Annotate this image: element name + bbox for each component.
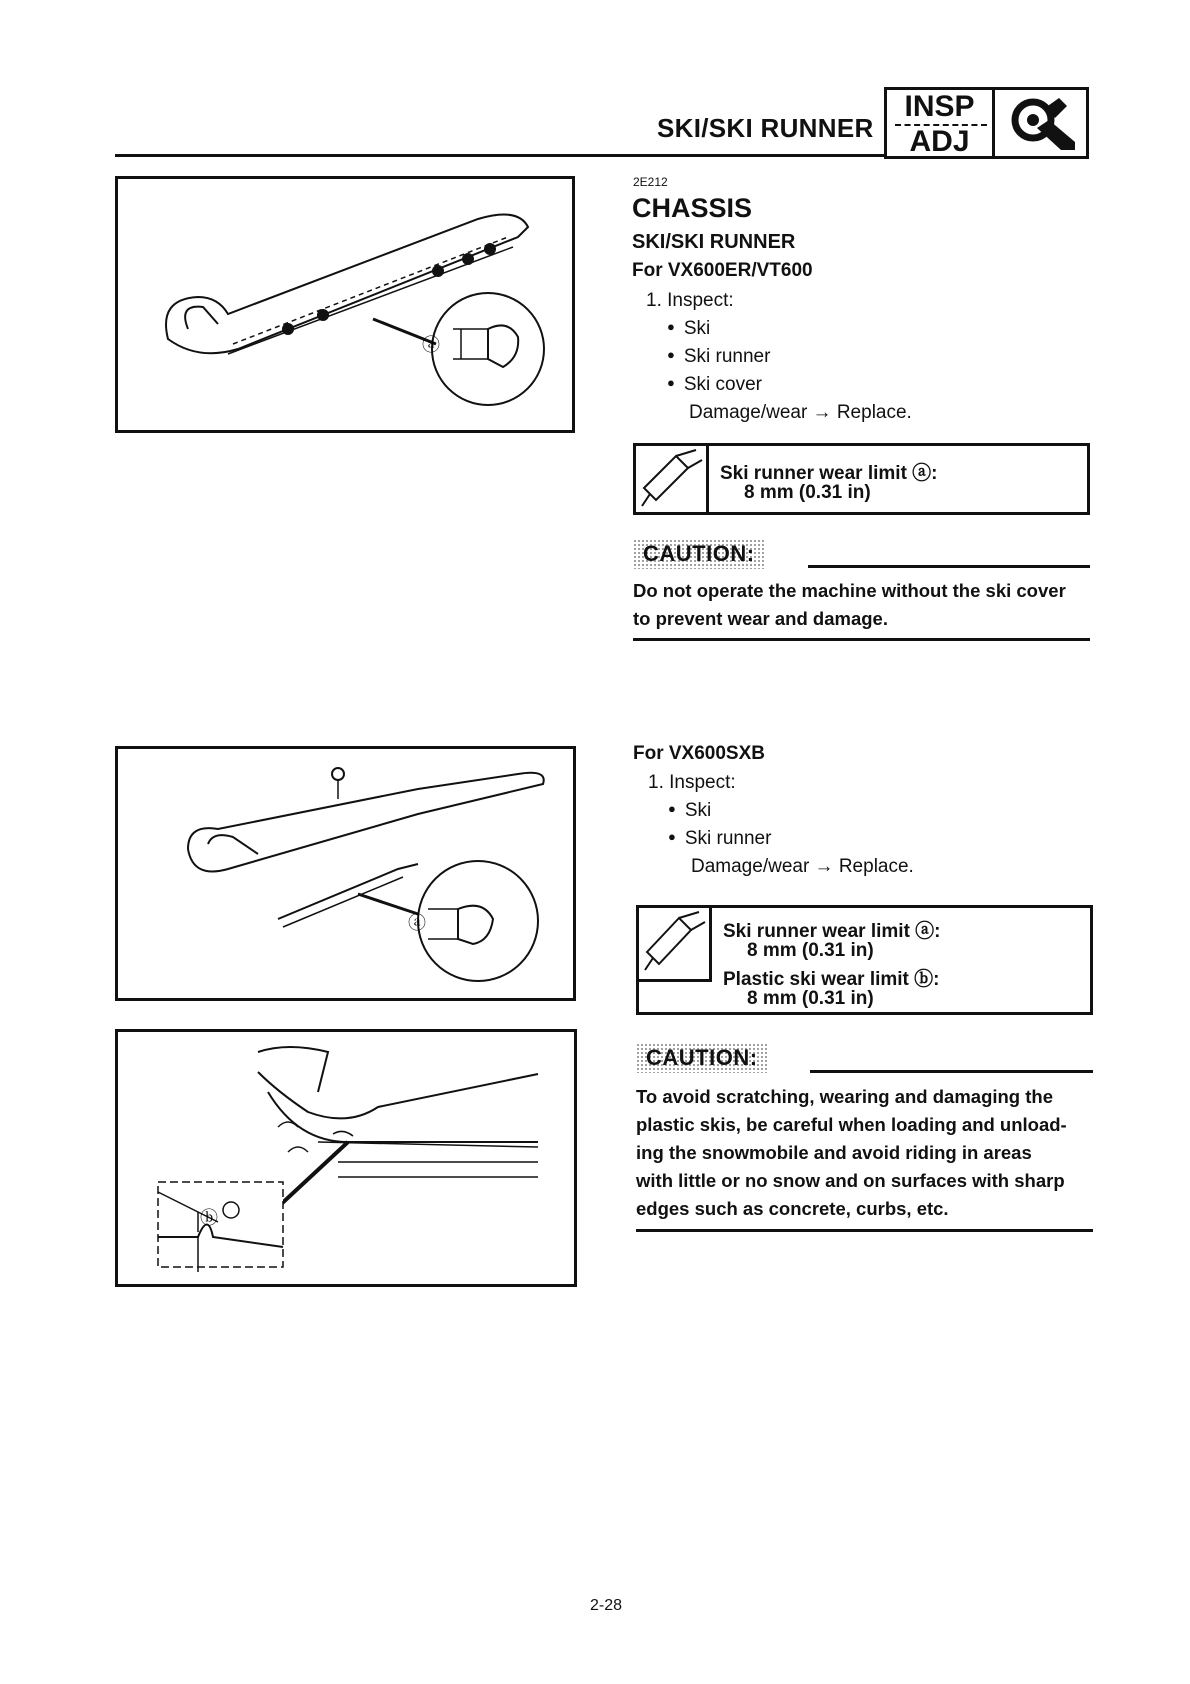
inspect-item: ● Ski — [668, 800, 711, 822]
model-heading-1: For VX600ER/VT600 — [632, 260, 813, 281]
figure-label-b: ⓑ — [200, 1208, 218, 1229]
inspect-item: ● Ski runner — [667, 346, 770, 368]
spec-label: Plastic ski wear limit ⓑ: — [723, 969, 940, 990]
caution-end-rule-2 — [636, 1229, 1093, 1232]
inspect-item: ● Ski runner — [668, 828, 771, 850]
badge-text-cell — [887, 90, 995, 156]
inspect-step-2: 1. Inspect: — [648, 772, 736, 793]
wrench-check-icon — [997, 92, 1087, 156]
plastic-ski-illustration — [118, 749, 573, 998]
caution-title-1: CAUTION: — [633, 539, 765, 569]
figure-label-a: ⓐ — [422, 335, 440, 356]
spec-value: 8 mm (0.31 in) — [747, 988, 874, 1009]
caliper-icon — [636, 446, 709, 512]
page-number: 2-28 — [590, 1597, 623, 1614]
spec-box-1 — [633, 443, 1090, 515]
page-section-title: SKI/SKI RUNNER — [657, 113, 874, 143]
plastic-ski-detail-illustration — [118, 1032, 574, 1284]
caution-line: edges such as concrete, curbs, etc. — [636, 1198, 949, 1219]
spec-value: 8 mm (0.31 in) — [747, 940, 874, 961]
insp-adj-badge — [884, 87, 1089, 159]
badge-top-label: INSP — [904, 90, 975, 123]
plastic-ski-figure-3 — [115, 1029, 577, 1287]
caution-line: to prevent wear and damage. — [633, 608, 888, 629]
caution-line: ing the snowmobile and avoid riding in areas — [636, 1142, 1032, 1163]
caution-text-2 — [636, 1083, 1096, 1223]
caution-line: To avoid scratching, wearing and damaging the — [636, 1086, 1053, 1107]
inspect-item: ● Ski cover — [667, 374, 762, 396]
caution-rule-2 — [810, 1070, 1093, 1073]
spec-box-2 — [636, 905, 1093, 1015]
chapter-heading: CHASSIS — [632, 193, 753, 223]
caution-line: Do not operate the machine without the ski cover — [633, 580, 1066, 601]
caution-text-1 — [633, 577, 1066, 633]
caution-line: plastic skis, be careful when loading and unload- — [636, 1114, 1067, 1135]
figure-label-a: ⓐ — [408, 913, 426, 934]
model-heading-2: For VX600SXB — [633, 743, 765, 764]
spec-label: Ski runner wear limit ⓐ: — [723, 921, 941, 942]
caution-rule-1 — [808, 565, 1090, 568]
inspect-item: ● Ski — [667, 318, 710, 340]
caution-end-rule-1 — [633, 638, 1090, 641]
inspect-step-1: 1. Inspect: — [646, 290, 734, 311]
section-code: 2E212 — [633, 175, 668, 189]
ski-runner-figure-1 — [115, 176, 575, 433]
caliper-icon — [639, 908, 712, 982]
spec-value: 8 mm (0.31 in) — [744, 482, 871, 503]
subheading: SKI/SKI RUNNER — [632, 231, 796, 253]
caution-title-2: CAUTION: — [636, 1043, 768, 1073]
spec-label: Ski runner wear limit ⓐ: — [720, 463, 938, 484]
inspect-result: Damage/wear → Replace. — [689, 402, 912, 423]
ski-runner-figure-2 — [115, 746, 576, 1001]
ski-illustration — [118, 179, 572, 430]
badge-bottom-label: ADJ — [909, 125, 970, 158]
header-rule — [115, 154, 885, 157]
inspect-result: Damage/wear → Replace. — [691, 856, 914, 877]
caution-line: with little or no snow and on surfaces with sharp — [636, 1170, 1065, 1191]
